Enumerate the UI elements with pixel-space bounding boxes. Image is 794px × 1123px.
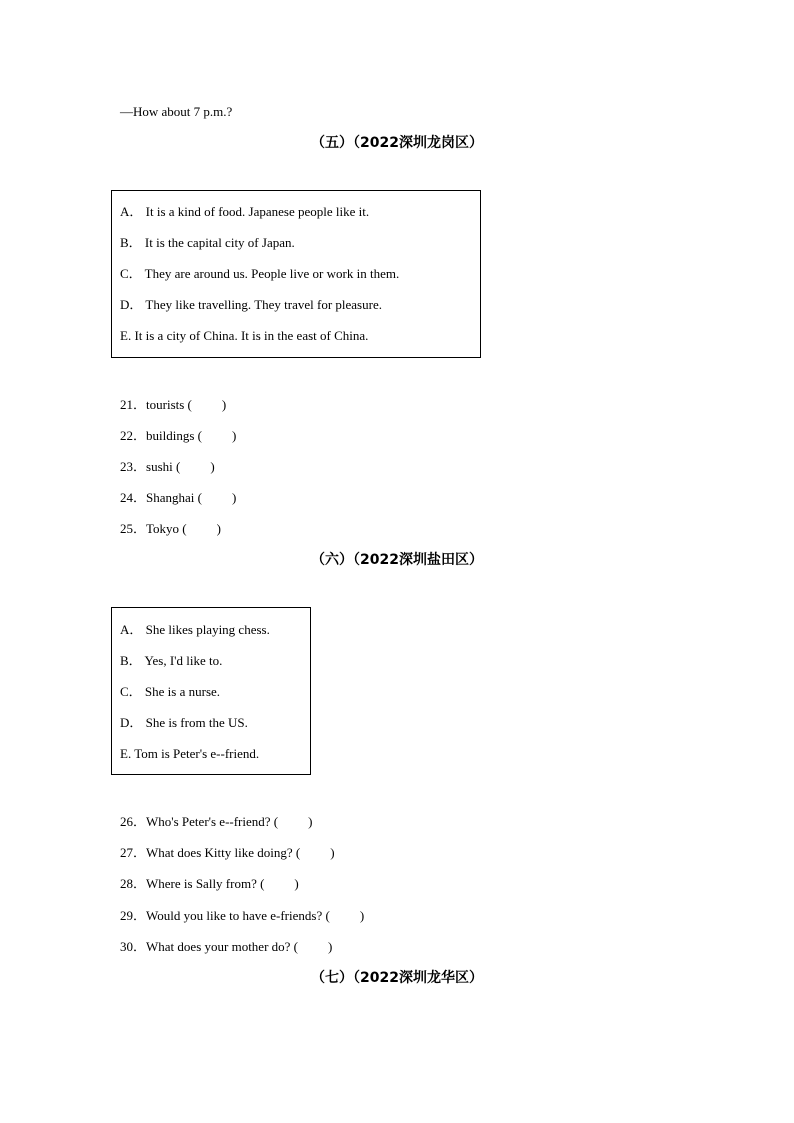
question-number: 21． — [120, 397, 147, 412]
question-close: ) — [232, 428, 237, 443]
question-close: ) — [294, 876, 299, 891]
question-23 — [120, 459, 215, 475]
question-22 — [120, 428, 236, 444]
question-number: 30． — [120, 939, 147, 954]
question-30 — [120, 939, 332, 955]
question-close: ) — [328, 939, 333, 954]
question-close: ) — [359, 908, 365, 923]
question-number: 24． — [120, 490, 147, 505]
question-close: ) — [308, 814, 313, 829]
question-26 — [120, 814, 312, 830]
question-number: 27． — [120, 845, 147, 860]
question-27 — [120, 845, 335, 861]
question-close: ) — [216, 521, 221, 536]
question-close: ) — [330, 845, 335, 860]
question-text: Shanghai ( — [146, 490, 202, 505]
question-29 — [120, 908, 364, 924]
question-number: 22． — [120, 428, 147, 443]
question-24 — [120, 490, 236, 506]
question-number: 28． — [120, 876, 147, 891]
question-number: 29． — [120, 908, 147, 923]
section-heading-5: （五）（2022深圳龙岗区） — [311, 135, 483, 151]
question-close: ) — [210, 459, 215, 474]
question-text: buildings ( — [146, 428, 202, 443]
question-25 — [120, 521, 221, 537]
question-text: Who's Peter's e--friend? ( — [146, 814, 279, 829]
option-e: E. It is a city of China. It is in the east of China. — [120, 328, 369, 343]
intro-line: —How about 7 p.m.? — [120, 104, 233, 119]
question-number: 26． — [120, 814, 147, 829]
question-text: sushi ( — [146, 459, 181, 474]
option-d: D． She is from the US. — [120, 715, 248, 730]
question-close: ) — [231, 490, 237, 505]
question-close: ) — [221, 397, 227, 412]
option-c: C． They are around us. People live or work in them. — [120, 266, 400, 281]
option-a: A． She likes playing chess. — [120, 622, 270, 637]
option-b: B． It is the capital city of Japan. — [120, 235, 295, 250]
option-e: E. Tom is Peter's e--friend. — [120, 746, 260, 761]
section-heading-7: （七）（2022深圳龙华区） — [311, 970, 483, 986]
question-text: Where is Sally from? ( — [146, 876, 265, 891]
option-c: C． She is a nurse. — [120, 684, 221, 699]
question-21 — [120, 397, 226, 413]
options-box-6 — [111, 607, 311, 775]
option-d: D． They like travelling. They travel for pleasure. — [120, 297, 382, 312]
question-28 — [120, 876, 299, 892]
question-number: 25． — [120, 521, 147, 536]
option-b: B． Yes, I'd like to. — [120, 653, 223, 668]
question-text: tourists ( — [146, 397, 192, 412]
question-text: What does your mother do? ( — [146, 939, 298, 954]
question-number: 23． — [120, 459, 147, 474]
question-text: What does Kitty like doing? ( — [146, 845, 301, 860]
option-a: A． It is a kind of food. Japanese people like it. — [120, 204, 370, 219]
section-heading-6: （六）（2022深圳盐田区） — [311, 552, 483, 568]
question-text: Tokyo ( — [146, 521, 187, 536]
question-text: Would you like to have e-friends? ( — [146, 908, 330, 923]
options-box-5 — [111, 190, 481, 358]
